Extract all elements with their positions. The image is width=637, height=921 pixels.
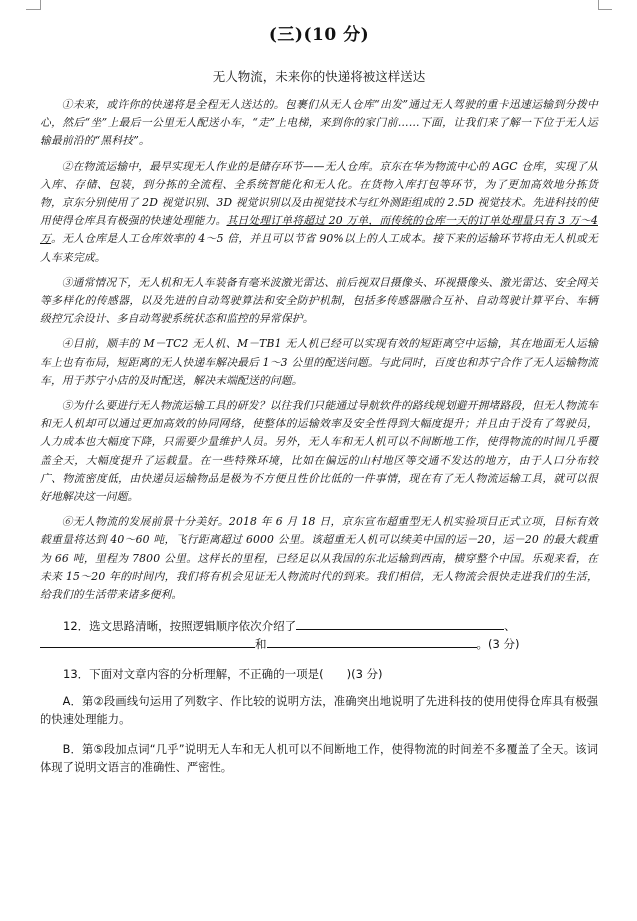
paragraph-2-text-b: 。无人仓库是人工仓库效率的 4～5 倍，并且可以节省 90%以上的人工成本。接下来的运输环节将由无人机或无人车来完成。 [40, 232, 598, 264]
answer-blank-3[interactable] [267, 635, 477, 648]
question-12-prompt: 12．选文思路清晰，按照逻辑顺序依次介绍了 [63, 619, 297, 634]
paragraph-2 [40, 158, 598, 267]
exam-page [40, 14, 598, 789]
question-13: 13．下面对文章内容的分析理解，不正确的一项是( )(3 分) [63, 667, 383, 682]
question-12-and: 和 [255, 637, 267, 652]
paragraph-2-underlined-sentence: 其日处理订单将超过 20 万单，而传统的仓库一天的订单处理量只有 3 万～4 万 [40, 214, 598, 246]
option-a: A．第②段画线句运用了列数字、作比较的说明方法，准确突出地说明了先进科技的使用使得仓库具有极强的快速处理能力。 [40, 695, 598, 727]
question-13-options [40, 693, 598, 777]
question-12-separator: 、 [504, 619, 516, 634]
question-12-score: 。(3 分) [476, 637, 520, 652]
paragraph-3: ③通常情况下，无人机和无人车装备有毫米波激光雷达、前后视双目摄像头、环视摄像头、激光雷达、安全网关等多样化的传感器，以及先进的自动驾驶算法和安全防护机制，包括多传感器融合互补、自动驾驶计算平台、车辆级控冗余设计、多自动驾驶系统状态和监控的异常保护。 [40, 275, 598, 326]
paragraph-6: ⑥无人物流的发展前景十分美好。2018 年 6 月 18 日，京东宣布超重型无人机实验项目正式立项，目标有效载重量将达到 40～60 吨，飞行距离超过 6000 公里。该超重无人机可以续美中国的运－20，运－20 的最大载重为 66 吨，里程为 7800 公里。这样长的里程，已经足以从我国的东北运输到西南，横穿整个中国。乐观来看，在未来 15～20 年的时间内，我们将有机会见证无人物流时代的到来。我们相信，无人物流会很快走进我们的生活，给我们的生活带来诸多便利。 [40, 515, 598, 602]
section-title: (三)(10 分) [268, 25, 370, 45]
answer-blank-2[interactable] [40, 635, 255, 648]
paragraph-2-text-a: ②在物流运输中，最早实现无人作业的是储存环节——无人仓库。京东在华为物流中心的 AGC 仓库，实现了从入库、存储、包装，到分拣的全流程、全系统智能化和无人化。在货物入库打包等环节，为了更加高效地分拣货物，京东分别使用了 2D 视觉识别、3D 视觉识别以及由视觉技术与红外测距组成的 2.5D 视觉技术。先进科技的使用使得仓库具有极强的快速处理能力。 [40, 159, 598, 228]
crop-mark-left [40, 0, 41, 10]
question-12-line-2 [40, 635, 598, 653]
paragraph-5: ⑤为什么要进行无人物流运输工具的研发？以往我们只能通过导航软件的路线规划避开拥堵路段，但无人物流车和无人机却可以通过更加高效的协同网络，使整体的运输效率及安全性得到大幅度提升；并且由于没有了驾驶员，人力成本也大幅度下降，只需要少量维护人员。另外，无人车和无人机可以不间断地工作，使得物流的时间几乎覆盖全天，大幅度提升了运载量。在一些特殊环境，比如在偏远的山村地区等交通不发达的地方，由于人口分布较广、物流密度低，由快递员运输物品是极为不方便且性价比低的一件事情，现在有了无人物流运输工具，就可以很好地解决这一问题。 [40, 399, 598, 504]
answer-blank-1[interactable] [296, 617, 504, 630]
option-b: B．第⑤段加点词“几乎”说明无人车和无人机可以不间断地工作，使得物流的时间差不多覆盖了全天。该词体现了说明文语言的准确性、严密性。 [40, 743, 598, 775]
question-12 [40, 617, 598, 635]
paragraph-1: ①未来，或许你的快递将是全程无人送达的。包裹们从无人仓库“出发”通过无人驾驶的重卡迅速运输到分拨中心，然后“坐”上最后一公里无人配送小车，“走”上电梯，来到你的家门前……下面，让我们来了解一下位于无人运输最前沿的“黑科技”。 [40, 98, 598, 148]
crop-mark-right [598, 0, 599, 10]
article-title: 无人物流，未来你的快递将被这样送达 [212, 69, 426, 84]
paragraph-4: ④目前，顺丰的 M－TC2 无人机、M－TB1 无人机已经可以实现有效的短距离空中运输，其在地面无人运输车上也有布局，短距离的无人快递车解决最后 1～3 公里的配送问题。与此同时，百度也和苏宁合作了无人运输物流车，用于苏宁小店的及时配送，解决末端配送的问题。 [40, 337, 598, 387]
